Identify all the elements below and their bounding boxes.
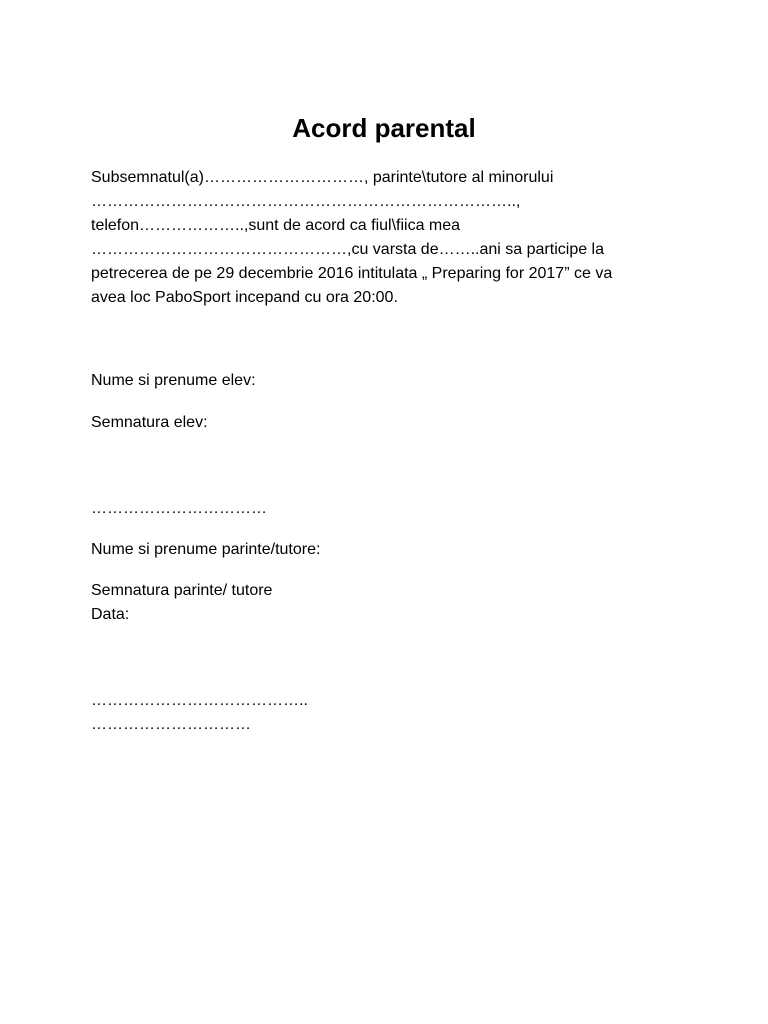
student-signature-label: Semnatura elev:	[91, 414, 208, 431]
date-label: Data:	[91, 606, 130, 623]
paragraph-line: petrecerea de pe 29 decembrie 2016 intitulata „ Preparing for 2017” ce va	[91, 265, 613, 282]
paragraph-line: Subsemnatul(a)…………………………, parinte\tutore al minorului	[91, 169, 554, 186]
paragraph-line: …………………………………………,cu varsta de……..ani sa participe la	[91, 241, 605, 258]
agreement-paragraph	[91, 166, 691, 310]
date-line: …………………………	[91, 716, 251, 733]
document-title: Acord parental	[292, 113, 476, 143]
paragraph-line: avea loc PaboSport incepand cu ora 20:00.	[91, 289, 398, 306]
parent-signature-line: …………………………………..	[91, 692, 308, 709]
student-signature-line: ……………………………	[91, 500, 267, 517]
paragraph-line: telefon………………..,sunt de acord ca fiul\fiica mea	[91, 217, 461, 234]
parent-name-label: Nume si prenume parinte/tutore:	[91, 541, 321, 558]
paragraph-line: ……………………………………………………………………..,	[91, 193, 521, 210]
parent-signature-label: Semnatura parinte/ tutore	[91, 582, 273, 599]
student-name-label: Nume si prenume elev:	[91, 372, 256, 389]
